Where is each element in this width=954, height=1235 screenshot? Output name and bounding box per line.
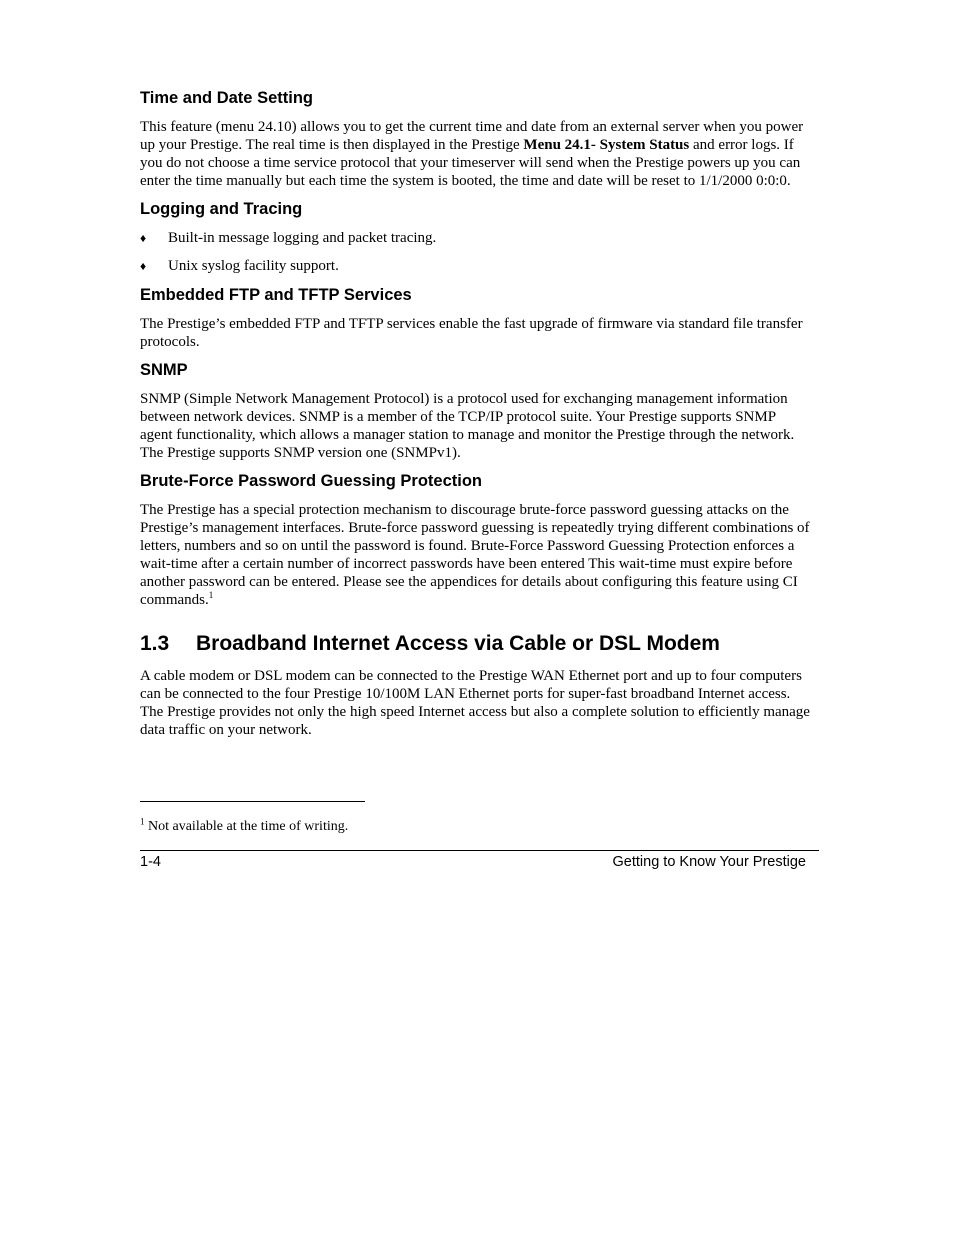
- bruteforce-text: The Prestige has a special protection mechanism to discourage brute-force password guessing attacks on the Prestige’s management interfaces. Brute-force password guessing is repeatedly trying different combinations of letters, numbers and so on until the password is found. Brute-Force Password Guessing Protection enforces a wait-time after a certain number of incorrect passwords have been entered This wait-time must expire before another password can be entered. Please see the appendices for details about configuring this feature using CI commands.: [140, 502, 810, 608]
- footnote-text: Not available at the time of writing.: [144, 819, 349, 834]
- paragraph-snmp: SNMP (Simple Network Management Protocol) is a protocol used for exchanging management information between network devices. SNMP is a member of the TCP/IP protocol suite. Your Prestige supports SNMP agent functionality, which allows a manager station to manage and monitor the Prestige through the network. The Prestige supports SNMP version one (SNMPv1).: [140, 391, 795, 461]
- time-date-text-2: and error logs. If you do not choose a time service protocol that your timeserver will send when the Prestige powers up you can enter the time manually but each time the system is booted, the time and date will be reset to 1/1/2000 0:0:0.: [140, 137, 801, 189]
- heading-logging: Logging and Tracing: [140, 200, 303, 218]
- footnote: [140, 818, 348, 836]
- page-content: [140, 88, 810, 748]
- heading-snmp: SNMP: [140, 361, 188, 379]
- footnote-mark: 1: [140, 816, 145, 827]
- list-item: [140, 229, 810, 247]
- footnote-divider: [140, 801, 365, 802]
- time-date-text-1: This feature (menu 24.10) allows you to get the current time and date from an external server when you power up your Prestige. The real time is then displayed in the Prestige: [140, 119, 804, 153]
- section-number: 1.3: [140, 632, 170, 655]
- list-item: [140, 257, 810, 275]
- section-heading-broadband: [140, 631, 810, 657]
- paragraph-time-date: [140, 118, 810, 190]
- paragraph-broadband: A cable modem or DSL modem can be connected to the Prestige WAN Ethernet port and up to four computers can be connected to the four Prestige 10/100M LAN Ethernet ports for super-fast broadband Internet access. The Prestige provides not only the high speed Internet access but also a complete solution to efficiently manage data traffic on your network.: [140, 668, 810, 738]
- footer-divider: [140, 850, 819, 851]
- page-number: 1-4: [140, 854, 161, 870]
- diamond-bullet-icon: ♦: [140, 231, 147, 245]
- paragraph-bruteforce: [140, 501, 810, 609]
- list-item-text: Built-in message logging and packet tracing.: [168, 230, 437, 246]
- chapter-title: Getting to Know Your Prestige: [612, 854, 806, 870]
- footnote-reference[interactable]: 1: [208, 590, 214, 600]
- heading-time-date: Time and Date Setting: [140, 89, 313, 107]
- logging-list: [140, 229, 810, 275]
- heading-ftp: Embedded FTP and TFTP Services: [140, 286, 412, 304]
- section-title: Broadband Internet Access via Cable or DSL Modem: [196, 632, 720, 655]
- paragraph-ftp: The Prestige’s embedded FTP and TFTP services enable the fast upgrade of firmware via standard file transfer protocols.: [140, 316, 803, 350]
- heading-bruteforce: Brute-Force Password Guessing Protection: [140, 472, 482, 490]
- list-item-text: Unix syslog facility support.: [168, 258, 339, 274]
- diamond-bullet-icon: ♦: [140, 259, 147, 273]
- menu-reference: Menu 24.1- System Status: [523, 137, 690, 153]
